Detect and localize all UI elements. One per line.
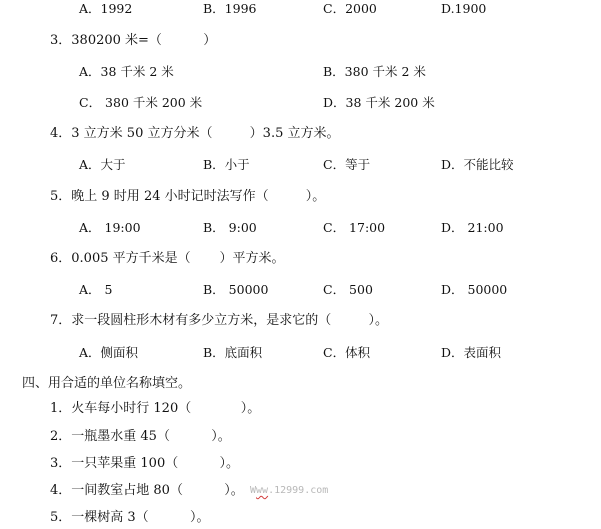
q5-option-b: B． 9:00 xyxy=(203,220,257,235)
fill-item-5: 5．一棵树高 3（ ）。 xyxy=(50,510,210,525)
q6-option-b: B． 50000 xyxy=(203,282,269,297)
q7-option-a: A．侧面积 xyxy=(79,345,139,360)
q6-option-d: D． 50000 xyxy=(441,282,508,297)
q7-option-c: C．体积 xyxy=(323,345,371,360)
q5-option-a: A． 19:00 xyxy=(79,220,141,235)
q7-stem: 7．求一段圆柱形木材有多少立方米，是求它的（ ）。 xyxy=(50,313,388,328)
q4-option-c: C．等于 xyxy=(323,157,371,172)
q3-option-c: C． 380 千米 200 米 xyxy=(79,95,203,110)
q5-option-c: C． 17:00 xyxy=(323,220,386,235)
q6-option-a: A． 5 xyxy=(79,282,113,297)
q3-option-b: B．380 千米 2 米 xyxy=(323,64,426,79)
fill-item-4: 4．一间教室占地 80（ ）。 xyxy=(50,483,244,498)
q2-option-b: B．1996 xyxy=(203,1,257,16)
q5-stem: 5．晚上 9 时用 24 小时记时法写作（ ）。 xyxy=(50,189,326,204)
q3-stem: 3．380200 米=（ ） xyxy=(50,33,217,48)
q6-stem: 6．0.005 平方千米是（ ）平方米。 xyxy=(50,251,285,266)
section-4-title: 四、用合适的单位名称填空。 xyxy=(22,376,192,391)
q2-option-d: D.1900 xyxy=(441,1,487,16)
q5-option-d: D． 21:00 xyxy=(441,220,504,235)
q4-stem: 4．3 立方米 50 立方分米（ ）3.5 立方米。 xyxy=(50,126,340,141)
watermark-suffix: .12999.com xyxy=(268,485,329,496)
watermark xyxy=(250,484,328,498)
q2-option-a: A．1992 xyxy=(79,1,133,16)
q6-option-c: C． 500 xyxy=(323,282,373,297)
q2-option-c: C．2000 xyxy=(323,1,377,16)
fill-item-3: 3．一只苹果重 100（ ）。 xyxy=(50,456,240,471)
q4-option-b: B．小于 xyxy=(203,157,250,172)
fill-item-1: 1．火车每小时行 120（ ）。 xyxy=(50,401,261,416)
q3-option-d: D．38 千米 200 米 xyxy=(323,95,435,110)
q7-option-b: B．底面积 xyxy=(203,345,263,360)
watermark-prefix: W xyxy=(250,485,257,496)
fill-item-2: 2．一瓶墨水重 45（ ）。 xyxy=(50,429,231,444)
q7-option-d: D．表面积 xyxy=(441,345,502,360)
q4-option-d: D．不能比较 xyxy=(441,157,514,172)
watermark-underlined: ww xyxy=(256,485,269,496)
q4-option-a: A．大于 xyxy=(79,157,126,172)
q3-option-a: A．38 千米 2 米 xyxy=(79,64,174,79)
